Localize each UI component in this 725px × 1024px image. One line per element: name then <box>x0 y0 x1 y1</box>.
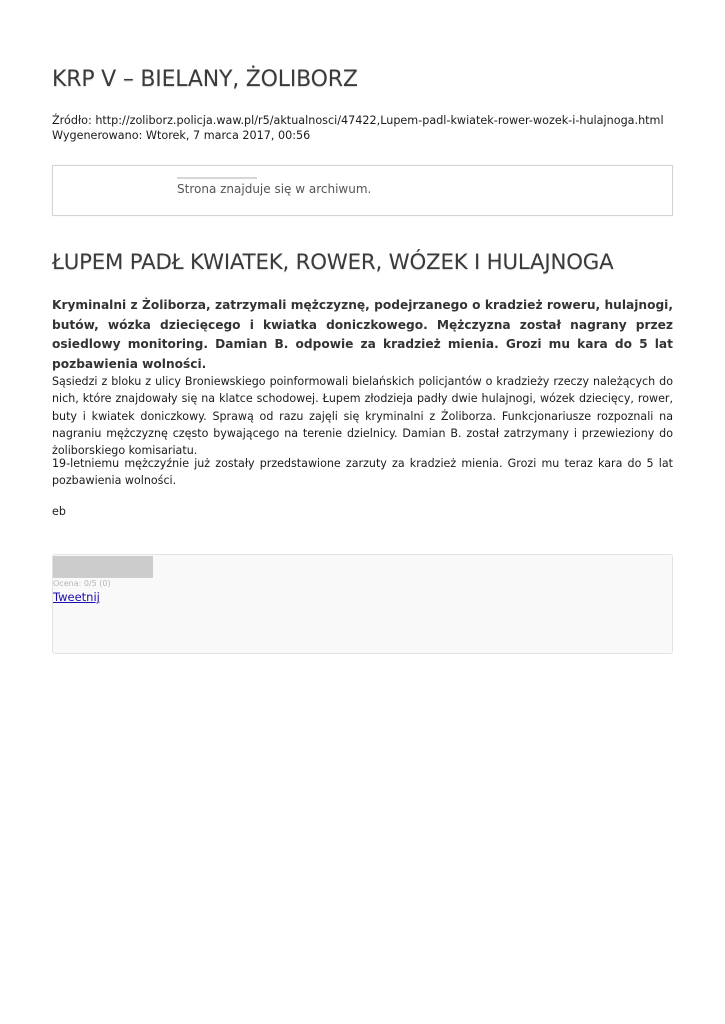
archive-notice-box <box>52 165 673 216</box>
document-meta <box>52 113 664 143</box>
source-url: Źródło: http://zoliborz.policja.waw.pl/r5/aktualnosci/47422,Lupem-padl-kwiatek-rower-wozek-i-hulajnoga.html <box>52 114 664 127</box>
archive-divider <box>177 177 257 179</box>
generated-date: Wygenerowano: Wtorek, 7 marca 2017, 00:56 <box>52 129 311 142</box>
tweet-link[interactable]: Tweetnij <box>53 590 100 604</box>
article-paragraph: Sąsiedzi z bloku z ulicy Broniewskiego poinformowali bielańskich policjantów o kradzieży rzeczy należących do nich, które znajdowały się na klatce schodowej. Łupem złodzieja padły dwie hulajnogi, wózek dziecięcy, rower, buty i kwiatek doniczkowy. Sprawą od razu zajęli się kryminalni z Żoliborza. Funkcjonariusze rozpoznali na nagraniu mężczyznę często bywającego na terenie dzielnicy. Damian B. został zatrzymany i przewieziony do żoliborskiego komisariatu. <box>52 375 673 458</box>
article-title: ŁUPEM PADŁ KWIATEK, ROWER, WÓZEK I HULAJNOGA <box>52 250 614 275</box>
article-lead: Kryminalni z Żoliborza, zatrzymali mężczyznę, podejrzanego o kradzież roweru, hulajnogi, butów, wózka dziecięcego i kwiatka doniczkowego. Mężczyzna został nagrany przez osiedlowy monitoring. Damian B. odpowie za kradzież mienia. Grozi mu kara do 5 lat pozbawienia wolności. <box>52 298 673 371</box>
site-title: KRP V – BIELANY, ŻOLIBORZ <box>52 67 358 92</box>
rating-share-box <box>52 554 673 654</box>
rating-stars-bar[interactable] <box>53 556 153 578</box>
article-author-initials: eb <box>52 505 66 518</box>
rating-label: Ocena: 0/5 (0) <box>53 579 111 588</box>
article-paragraph: 19-letniemu mężczyźnie już zostały przedstawione zarzuty za kradzież mienia. Grozi mu teraz kara do 5 lat pozbawienia wolności. <box>52 457 673 488</box>
archive-notice-text: Strona znajduje się w archiwum. <box>177 182 372 196</box>
